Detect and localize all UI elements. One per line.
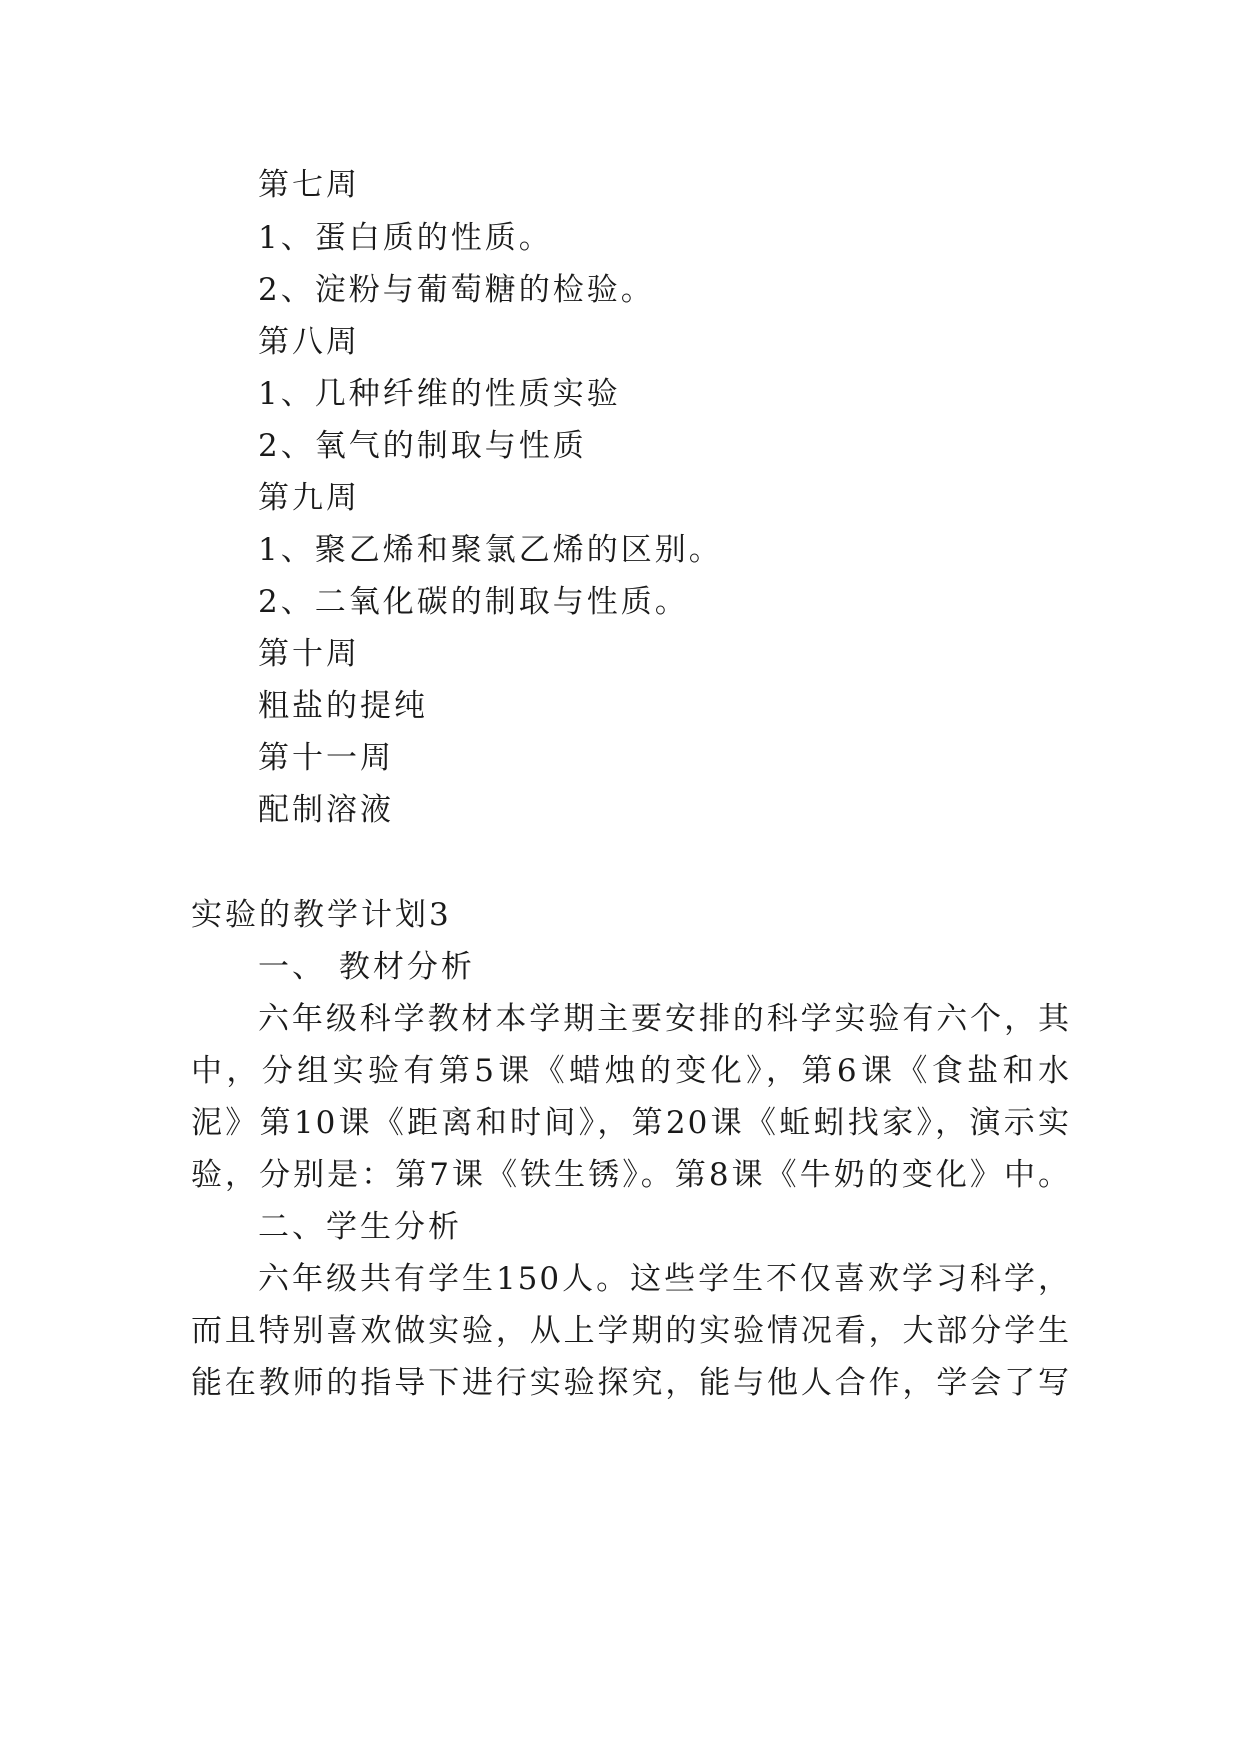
week-7-item-1: 1、蛋白质的性质。 [258,220,553,256]
week-11-item: 配制溶液 [258,792,394,828]
week-9-item-1: 1、聚乙烯和聚氯乙烯的区别。 [258,532,723,568]
paragraph-line: 能在教师的指导下进行实验探究，能与他人合作，学会了写 [191,1365,1071,1401]
week-8-heading: 第八周 [258,324,360,360]
week-11-heading: 第十一周 [258,740,394,776]
week-8-item-1: 1、几种纤维的性质实验 [258,376,621,412]
paragraph-line: 而且特别喜欢做实验，从上学期的实验情况看，大部分学生 [191,1313,1071,1349]
heading-student-analysis: 二、学生分析 [258,1209,462,1245]
week-8-item-2: 2、氧气的制取与性质 [258,428,587,464]
paragraph-line: 六年级科学教材本学期主要安排的科学实验有六个，其 [258,1001,1071,1037]
week-10-heading: 第十周 [258,636,360,672]
week-9-item-2: 2、二氧化碳的制取与性质。 [258,584,689,620]
paragraph-line: 六年级共有学生150人。这些学生不仅喜欢学习科学， [258,1261,1071,1297]
section-title: 实验的教学计划3 [191,897,452,933]
week-7-item-2: 2、淀粉与葡萄糖的检验。 [258,272,655,308]
week-10-item: 粗盐的提纯 [258,688,428,724]
paragraph-line: 泥》第10课《距离和时间》，第20课《蚯蚓找家》，演示实 [191,1105,1071,1141]
week-9-heading: 第九周 [258,480,360,516]
paragraph-line: 中，分组实验有第5课《蜡烛的变化》，第6课《食盐和水 [191,1053,1071,1089]
paragraph-line: 验，分别是：第7课《铁生锈》。第8课《牛奶的变化》中。 [191,1157,1071,1193]
week-7-heading: 第七周 [258,167,360,203]
heading-materials-analysis: 一、 教材分析 [258,949,475,985]
